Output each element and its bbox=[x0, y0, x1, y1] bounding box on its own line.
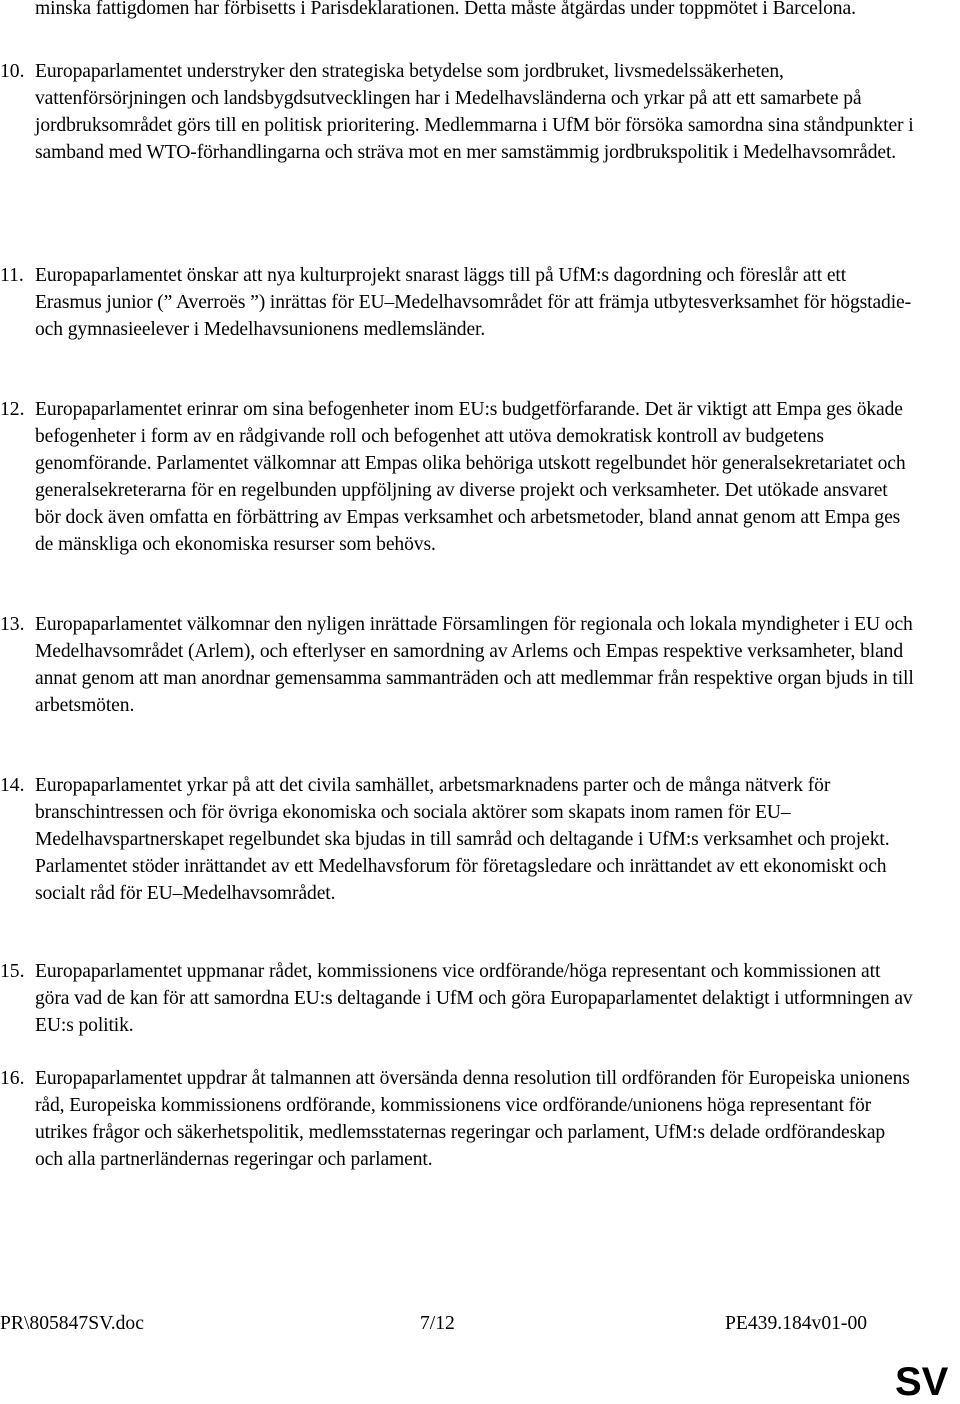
footer-doc-ref: PR\805847SV.doc bbox=[0, 1313, 144, 1334]
intro-paragraph: minska fattigdomen har förbisetts i Parisdeklarationen. Detta måste åtgärdas under toppmötet i Barcelona. bbox=[35, 0, 856, 19]
paragraph-text: Europaparlamentet önskar att nya kulturprojekt snarast läggs till på UfM:s dagordning och föreslår att ett Erasmus junior (” Averroës ”) inrättas för EU–Medelhavsområdet för att främja utbytesverksamhet för högstadie- och gymnasieelever i Medelhavsunionens medlemsländer. bbox=[35, 265, 912, 340]
paragraph-text: Europaparlamentet erinrar om sina befogenheter inom EU:s budgetförfarande. Det är viktigt att Empa ges ökade befogenheter i form av en rådgivande roll och befogenhet att utöva demokratisk kontroll av budgetens genomförande. Parlamentet välkomnar att Empas olika behöriga utskott regelbundet hör generalsekretariatet och generalsekreterarna för en regelbunden uppföljning av diverse projekt och verksamheter. Det utökade ansvaret bör dock även omfatta en förbättring av Empas verksamhet och arbetsmetoder, bland annat genom att Empa ges de mänskliga och ekonomiska resurser som behövs. bbox=[35, 399, 906, 555]
paragraph-number: 16. bbox=[0, 1068, 25, 1089]
footer-page-number: 7/12 bbox=[420, 1313, 455, 1334]
paragraph-14 bbox=[0, 772, 940, 907]
paragraph-10 bbox=[0, 58, 940, 166]
paragraph-number: 14. bbox=[0, 775, 25, 796]
paragraph-text: Europaparlamentet välkomnar den nyligen inrättade Församlingen för regionala och lokala myndigheter i EU och Medelhavsområdet (Arlem), och efterlyser en samordning av Arlems och Empas respektive verksamheter, bland annat genom att man anordnar gemensamma sammanträden och att medlemmar från respektive organ bjuds in till arbetsmöten. bbox=[35, 614, 914, 716]
paragraph-15 bbox=[0, 958, 940, 1039]
paragraph-12 bbox=[0, 396, 940, 558]
language-badge: SV bbox=[895, 1360, 949, 1404]
paragraph-number: 11. bbox=[0, 265, 24, 286]
paragraph-number: 12. bbox=[0, 399, 25, 420]
footer-version-ref: PE439.184v01-00 bbox=[725, 1313, 868, 1334]
page-footer bbox=[0, 1310, 960, 1340]
paragraph-text: Europaparlamentet uppmanar rådet, kommissionens vice ordförande/höga representant och kommissionen att göra vad de kan för att samordna EU:s deltagande i UfM och göra Europaparlamentet delaktigt i utformningen av EU:s politik. bbox=[35, 961, 913, 1036]
paragraph-number: 15. bbox=[0, 961, 25, 982]
paragraph-number: 10. bbox=[0, 61, 25, 82]
paragraph-text: Europaparlamentet understryker den strategiska betydelse som jordbruket, livsmedelssäkerheten, vattenförsörjningen och landsbygdsutvecklingen har i Medelhavsländerna och yrkar på att ett samarbete på jordbruksområdet görs till en politisk prioritering. Medlemmarna i UfM bör försöka samordna sina ståndpunkter i samband med WTO-förhandlingarna och sträva mot en mer samstämmig jordbrukspolitik i Medelhavsområdet. bbox=[35, 61, 914, 163]
paragraph-11 bbox=[0, 262, 940, 343]
paragraph-number: 13. bbox=[0, 614, 25, 635]
paragraph-13 bbox=[0, 611, 940, 719]
paragraph-text: Europaparlamentet uppdrar åt talmannen att översända denna resolution till ordföranden för Europeiska unionens råd, Europeiska kommissionens ordförande, kommissionens vice ordförande/unionens höga representant för utrikes frågor och säkerhetspolitik, medlemsstaternas regeringar och parlament, UfM:s delade ordförandeskap och alla partnerländernas regeringar och parlament. bbox=[35, 1068, 910, 1170]
paragraph-16 bbox=[0, 1065, 940, 1173]
paragraph-text: Europaparlamentet yrkar på att det civila samhället, arbetsmarknadens parter och de många nätverk för branschintressen och för övriga ekonomiska och sociala aktörer som skapats inom ramen för EU–Medelhavspartnerskapet regelbundet ska bjudas in till samråd och deltagande i UfM:s verksamhet och projekt. Parlamentet stöder inrättandet av ett Medelhavsforum för företagsledare och inrättandet av ett ekonomiskt och socialt råd för EU–Medelhavsområdet. bbox=[35, 775, 890, 904]
